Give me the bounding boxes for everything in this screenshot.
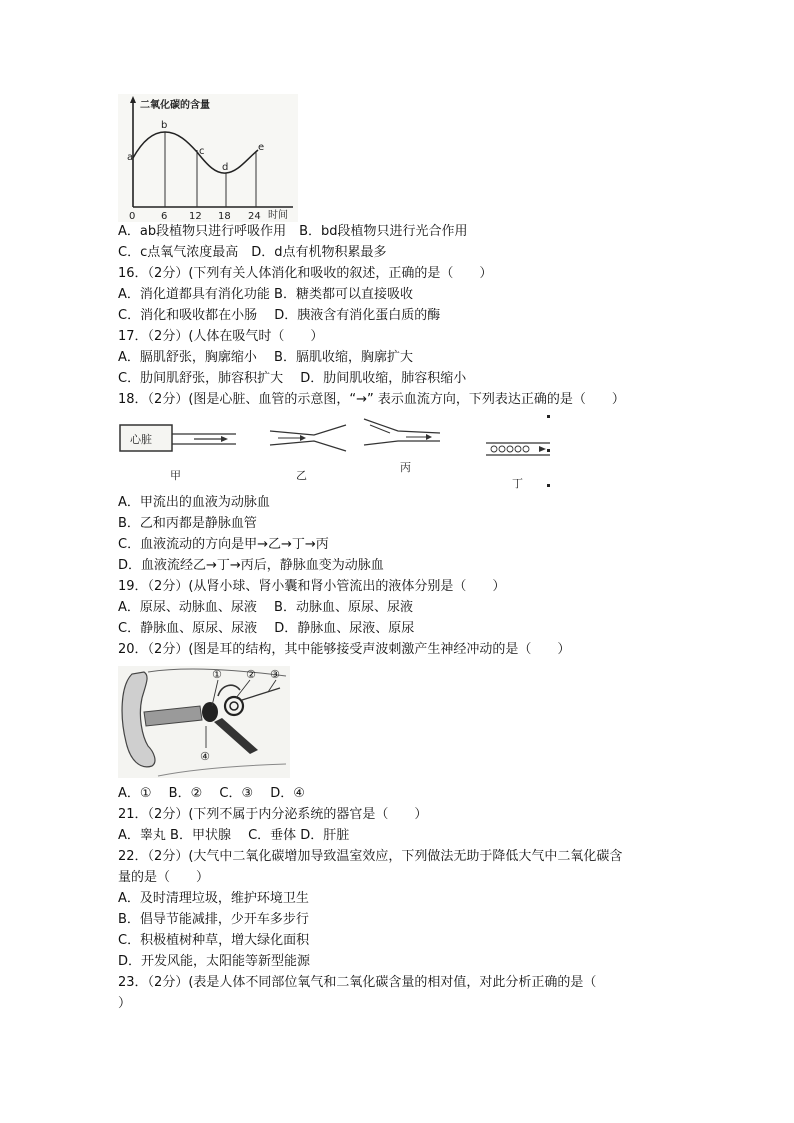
q16-options-ab: A．消化道都具有消化功能 B．糖类都可以直接吸收 xyxy=(118,287,413,302)
graph-point-e: e xyxy=(258,142,265,153)
q18-option-d: D．血液流经乙→丁→丙后，静脉血变为动脉血 xyxy=(118,558,384,573)
q16-stem: 16．（2分）(下列有关人体消化和吸收的叙述，正确的是（ ） xyxy=(118,266,493,281)
q22-stem-line1: 22．（2分）(大气中二氧化碳增加导致温室效应，下列做法无助于降低大气中二氧化碳含 xyxy=(118,849,623,864)
q22-option-c: C．积极植树种草，增大绿化面积 xyxy=(118,933,310,948)
fig-label-ding: 丁 xyxy=(512,477,523,490)
q17-options-cd: C．肋间肌舒张，肺容积扩大 D．肋间肌收缩，肺容积缩小 xyxy=(118,371,467,386)
graph-tick-18: 18 xyxy=(218,211,231,222)
graph-point-d: d xyxy=(222,162,229,173)
q18-stem: 18．（2分）(图是心脏、血管的示意图，“→” 表示血流方向，下列表达正确的是（ ） xyxy=(118,392,625,407)
q22-option-d: D．开发风能，太阳能等新型能源 xyxy=(118,954,311,969)
q18-option-b: B．乙和丙都是静脉血管 xyxy=(118,516,257,531)
co2-graph xyxy=(118,94,298,222)
ear-structure-figure xyxy=(118,666,290,778)
q20-options: A．① B．② C．③ D．④ xyxy=(118,786,305,801)
graph-tick-12: 12 xyxy=(189,211,202,222)
q15-options-cd: C．c点氧气浓度最高 D．d点有机物积累最多 xyxy=(118,245,387,260)
fig-label-yi: 乙 xyxy=(296,469,307,482)
q23-stem-line2: ） xyxy=(118,996,132,1011)
q19-options-ab: A．原尿、动脉血、尿液 B．动脉血、原尿、尿液 xyxy=(118,600,413,615)
graph-tick-24: 24 xyxy=(248,211,261,222)
graph-point-c: c xyxy=(199,146,205,157)
q18-option-c: C．血液流动的方向是甲→乙→丁→丙 xyxy=(118,537,329,552)
ear-mark-3: ③ xyxy=(270,668,280,681)
ear-mark-4: ④ xyxy=(200,750,210,763)
q22-option-a: A．及时清理垃圾，维护环境卫生 xyxy=(118,891,309,906)
heart-label: 心脏 xyxy=(130,433,152,446)
heart-vessel-figure xyxy=(118,415,558,493)
graph-point-b: b xyxy=(161,120,168,131)
q22-option-b: B．倡导节能减排，少开车多步行 xyxy=(118,912,309,927)
q17-stem: 17．（2分）(人体在吸气时（ ） xyxy=(118,329,324,344)
q17-options-ab: A．膈肌舒张，胸廓缩小 B．膈肌收缩，胸廓扩大 xyxy=(118,350,413,365)
q18-option-a: A．甲流出的血液为动脉血 xyxy=(118,495,270,510)
q20-stem: 20．（2分）(图是耳的结构，其中能够接受声波刺激产生神经冲动的是（ ） xyxy=(118,642,571,657)
q21-options: A．睾丸 B．甲状腺 C．垂体 D．肝脏 xyxy=(118,828,350,843)
fig-label-jia: 甲 xyxy=(170,469,181,482)
ear-mark-2: ② xyxy=(246,668,256,681)
q23-stem-line1: 23．（2分）(表是人体不同部位氧气和二氧化碳含量的相对值，对此分析正确的是（ xyxy=(118,975,597,990)
graph-xlabel: 时间 xyxy=(268,210,288,221)
q19-stem: 19．（2分）(从肾小球、肾小囊和肾小管流出的液体分别是（ ） xyxy=(118,579,506,594)
q15-options-ab: A．ab段植物只进行呼吸作用 B．bd段植物只进行光合作用 xyxy=(118,224,468,239)
ear-mark-1: ① xyxy=(212,668,222,681)
fig-label-bing: 丙 xyxy=(400,461,411,474)
q19-options-cd: C．静脉血、原尿、尿液 D．静脉血、尿液、原尿 xyxy=(118,621,415,636)
q21-stem: 21．（2分）(下列不属于内分泌系统的器官是（ ） xyxy=(118,807,428,822)
q16-options-cd: C．消化和吸收都在小肠 D．胰液含有消化蛋白质的酶 xyxy=(118,308,441,323)
graph-tick-6: 6 xyxy=(161,211,168,222)
graph-point-a: a xyxy=(127,152,134,163)
graph-ylabel: 二氧化碳的含量 xyxy=(140,100,210,111)
q22-stem-line2: 量的是（ ） xyxy=(118,870,210,885)
graph-tick-0: 0 xyxy=(129,211,136,222)
